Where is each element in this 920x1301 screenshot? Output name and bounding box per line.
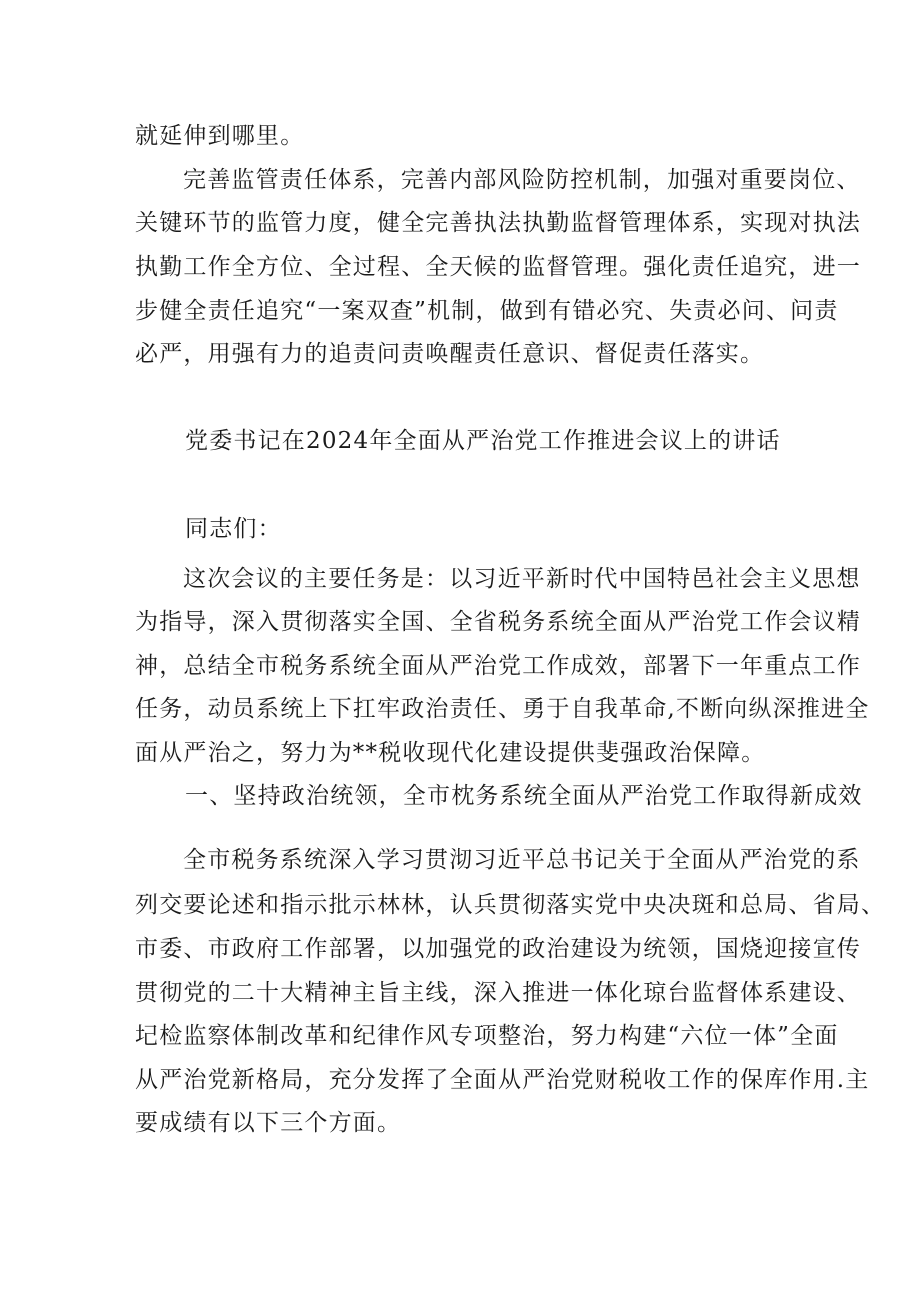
speech-title: 党委书记在2024年全面从严治党工作推进会议上的讲话 xyxy=(185,428,781,454)
text-line: 市委、市政府工作部署，以加强党的政治建设为统领，国烧迎接宣传 xyxy=(135,936,861,962)
text-line: 就延伸到哪里。 xyxy=(135,123,305,149)
text-line: 完善监管责任体系，完善内部风险防控机制，加强对重要岗位、 xyxy=(183,167,861,193)
section-heading: 一、坚持政治统领，全市枕务系统全面从严治党工作取得新成效 xyxy=(185,783,863,809)
text-line: 全市税务系统深入学习贯沏习近平总书记关于全面从严治党的系 xyxy=(183,847,861,873)
text-line: 贯彻党的二十大精神主旨主线，深入推进一体化琼台监督体系建设、 xyxy=(135,980,861,1006)
text-line: 关键环节的监管力度，健全完善执法执勤监督管理体系，实现对执法 xyxy=(135,210,861,236)
text-line: 执勤工作全方位、全过程、全天候的监督管理。强化责任追究，进一 xyxy=(135,254,861,280)
text-line: 圮检监察体制改革和纪律作风专项整治，努力构建“六位一体”全面 xyxy=(135,1023,839,1049)
text-line: 这次会议的主要任务是：以习近平新时代中国特邑社会主义思想 xyxy=(183,566,861,592)
text-line: 为指导，深入贯彻落实全国、全省税务系统全面从严治党工作会议精 xyxy=(135,609,861,635)
text-line: 从严治党新格局，充分发挥了全面从严治党财税收工作的保库作用.主 xyxy=(135,1067,870,1093)
text-line: 神，总结全市税务系统全面从严治党工作成效，部署下一年重点工作 xyxy=(135,653,861,679)
text-line: 任务，动员系统上下扛牢政治责任、勇于自我革命,不断向纵深推进全 xyxy=(135,696,870,722)
text-line: 步健全责任追究“一案双查”机制，做到有错必究、失责必问、问责 xyxy=(135,298,839,324)
text-line: 必严，用强有力的追责问责唤醒责任意识、督促责任落实。 xyxy=(135,341,765,367)
text-line: 要成绩有以下三个方面。 xyxy=(135,1110,402,1136)
text-line: 面从严治之，努力为**税收现代化建设提供斐强政治保障。 xyxy=(135,740,766,766)
salutation: 同志们： xyxy=(185,516,282,542)
text-line: 列交要论述和指示批示林林，认兵贯彻落实党中央决斑和总局、省局、 xyxy=(135,892,886,918)
